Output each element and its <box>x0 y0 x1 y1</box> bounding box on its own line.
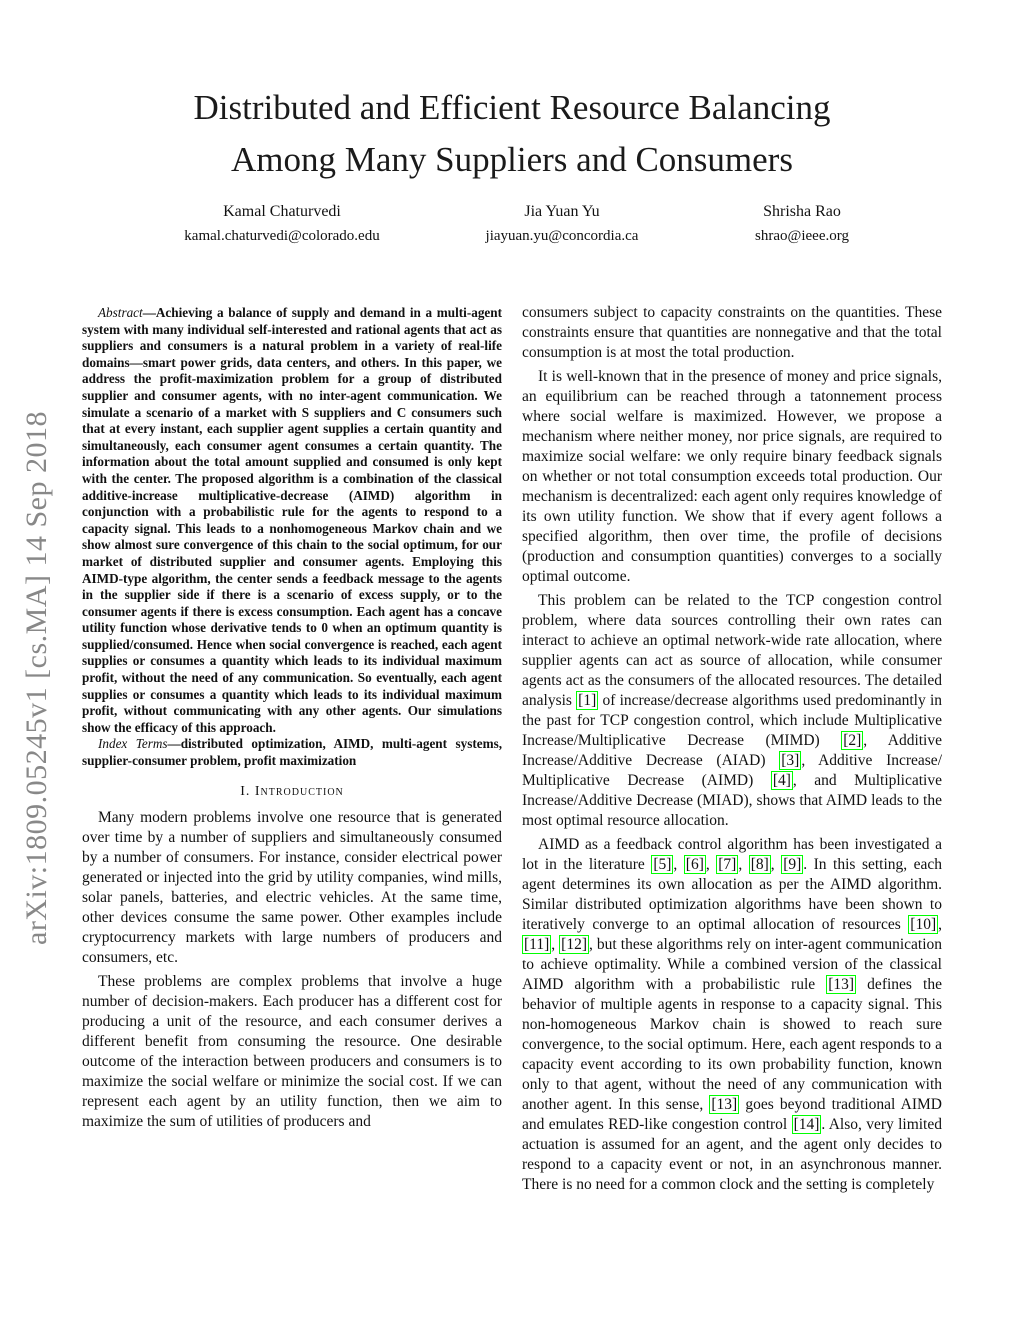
abstract-label: Abstract <box>98 305 143 320</box>
citation-link[interactable]: [13] <box>828 976 855 993</box>
author-email: kamal.chaturvedi@colorado.edu <box>184 228 380 244</box>
citation-link[interactable]: [14] <box>793 1116 820 1133</box>
text-span: . Also, very limited actuation is assumed for an agent, and the agent only decides to respond to a capacity event or not, in an asynchronous manner. There is no need for a common clock and the setting is completely <box>522 1116 942 1193</box>
title-line-1: Distributed and Efficient Resource Balancing <box>193 88 831 127</box>
citation-link[interactable]: [5] <box>653 856 672 873</box>
arxiv-identifier: arXiv:1809.05245v1 [cs.MA] 14 Sep 2018 <box>20 411 53 945</box>
text-span: , <box>705 856 717 873</box>
citation-link[interactable]: [10] <box>910 916 937 933</box>
paper-title <box>0 82 1024 186</box>
text-span: defines the behavior of multiple agents in response to a capacity signal. This non-homogeneous Markov chain is showed to reach sure convergence, to the social optimum. Here, each agent responds to a capacity event according to its own probability function, known only to that agent, without the need of any communication with another agent. In this sense, <box>522 976 942 1113</box>
citation-link[interactable]: [8] <box>750 856 769 873</box>
abstract-text: —Achieving a balance of supply and demand in a multi-agent system with many individual self-interested and rational agents that act as suppliers and consumers is a natural problem in a variety of real-life domains—smart power grids, data centers, and others. In this paper, we address the profit-maximization problem for a group of distributed supplier and consumer agents, with no inter-agent communication. We simulate a scenario of a market with S suppliers and C consumers such that at every instant, each supplier agent supplies a certain quantity and simultaneously, each consumer agent consumes a certain quantity. The information about the total amount supplied and consumed is only kept with the center. The proposed algorithm is a combination of the classical additive-increase multiplicative-decrease (AIMD) algorithm in conjunction with a probabilistic rule for the agents to respond to a capacity signal. This leads to a nonhomogeneous Markov chain and we show almost sure convergence of this chain to the social optimum, for our market of distributed supplier and consumer agents. Employing this AIMD-type algorithm, the center sends a feedback message to the agents in the supplier side if there is a scenario of excess supply, or to the consumer agents if there is excess consumption. Each agent has a concave utility function whose derivative tends to 0 when an optimum quantity is supplied/consumed. Hence when social convergence is reached, each agent supplies or consumes a quantity which leads to its individual maximum profit, without the need of any communication. So eventually, each agent supplies or consumes a quantity which leads to its individual maximum profit, without communicating with any other agents. Our simulations show the efficacy of this approach. <box>82 305 502 735</box>
citation-link[interactable]: [13] <box>711 1096 738 1113</box>
text-span: , but these algorithms rely on inter-agent communication to achieve optimality. While a combined version of the classical AIMD algorithm with a probabilistic rule <box>522 936 942 993</box>
author-name: Jia Yuan Yu <box>524 203 600 220</box>
author-email: shrao@ieee.org <box>755 228 849 244</box>
citation-link[interactable]: [9] <box>783 856 802 873</box>
section-heading: I. Introduction <box>240 783 344 799</box>
paragraph-aimd <box>522 835 942 1195</box>
paragraph-tatonnement: It is well-known that in the presence of money and price signals, an equilibrium can be reached through a tatonnement process where social welfare is maximized. However, we propose a mechanism where neither money, nor price signals, are required to maximize social welfare: we only require binary feedback signals on whether or not total consumption exceeds total production. Our mechanism is decentralized: each agent only requires knowledge of its own utility function. We show that if every agent follows a specified algorithm, then over time, the profile of decisions (production and consumption quantities) converges to a socially optimal outcome. <box>522 368 942 585</box>
text-span: , Additive Increase/ Multiplicative Decrease (AIMD) <box>522 752 942 789</box>
citation-link[interactable]: [4] <box>772 772 791 789</box>
title-line-2: Among Many Suppliers and Consumers <box>231 140 793 179</box>
text-span: , and Multiplicative Increase/Additive Decrease (MIAD), shows that AIMD leads to the most optimal resource allocation. <box>522 772 942 829</box>
index-terms <box>82 736 502 769</box>
author-name: Kamal Chaturvedi <box>223 203 341 220</box>
abstract <box>82 305 502 736</box>
author-block-1 <box>182 200 382 248</box>
text-span: , <box>551 936 560 953</box>
paragraph-tcp <box>522 591 942 831</box>
right-column <box>522 303 942 1199</box>
text-span: AIMD as a feedback control algorithm has been investigated a lot in the literature <box>522 836 942 873</box>
citation-link[interactable]: [11] <box>524 936 550 953</box>
citation-link[interactable]: [7] <box>718 856 737 873</box>
citation-link[interactable]: [1] <box>578 692 597 709</box>
author-email: jiayuan.yu@concordia.ca <box>485 228 639 244</box>
text-span: , <box>673 856 684 873</box>
text-span: of increase/decrease algorithms used predominantly in the past for TCP congestion control, which include Multiplicative Increase/Multiplicative Decrease (MIMD) <box>522 692 942 749</box>
author-name: Shrisha Rao <box>763 203 841 220</box>
text-span: , Additive Increase/Additive Decrease (AIAD) <box>522 732 942 769</box>
author-block-2 <box>462 200 662 248</box>
text-span: goes beyond traditional AIMD and emulates RED-like congestion control <box>522 1096 942 1133</box>
intro-paragraph-2: These problems are complex problems that involve a huge number of decision-makers. Each producer has a different cost for producing a unit of the resource, and each consumer derives a different benefit from consuming the resource. One desirable outcome of the interaction between producers and consumers is to maximize the social welfare or minimize the social cost. If we can represent each agent by an utility function, then we aim to maximize the sum of utilities of producers and <box>82 972 502 1130</box>
citation-link[interactable]: [12] <box>561 936 587 953</box>
author-block-3 <box>712 200 892 248</box>
text-span: . In this setting, each agent determines its own allocation as per the AIMD algorithm. Similar distributed optimization algorithms have been shown to iteratively converge to an optimal allocation of resources <box>522 856 943 933</box>
citation-link[interactable]: [3] <box>781 752 800 769</box>
intro-paragraph-1: Many modern problems involve one resource that is generated over time by a number of suppliers and simultaneously consumed by a number of consumers. For instance, consider electrical power generated or injected into the grid by utility companies, wind mills, solar panels, batteries, and electric vehicles. At the same time, other devices consume the same power. Other examples include cryptocurrency markets with large numbers of producers and consumers, etc. <box>82 808 502 966</box>
citation-link[interactable]: [2] <box>843 732 862 749</box>
text-span: , <box>770 856 782 873</box>
text-span: This problem can be related to the TCP congestion control problem, where data sources controlling their own rates can interact to achieve an optimal network-wide rate allocation, where supplier agents can act as source of allocation, while consumer agents act as the consumers of the allocated resources. The detailed analysis <box>522 592 942 709</box>
left-column <box>82 305 502 1136</box>
index-terms-label: Index Terms <box>98 736 168 752</box>
paragraph-continuation: consumers subject to capacity constraints on the quantities. These constraints ensure that quantities are nonnegative and that the total consumption is at most the total production. <box>522 304 942 361</box>
citation-link[interactable]: [6] <box>685 856 704 873</box>
text-span: , <box>938 916 942 933</box>
index-terms-text: —distributed optimization, AIMD, multi-agent systems, supplier-consumer problem, profit maximization <box>82 736 502 769</box>
text-span: , <box>738 856 749 873</box>
